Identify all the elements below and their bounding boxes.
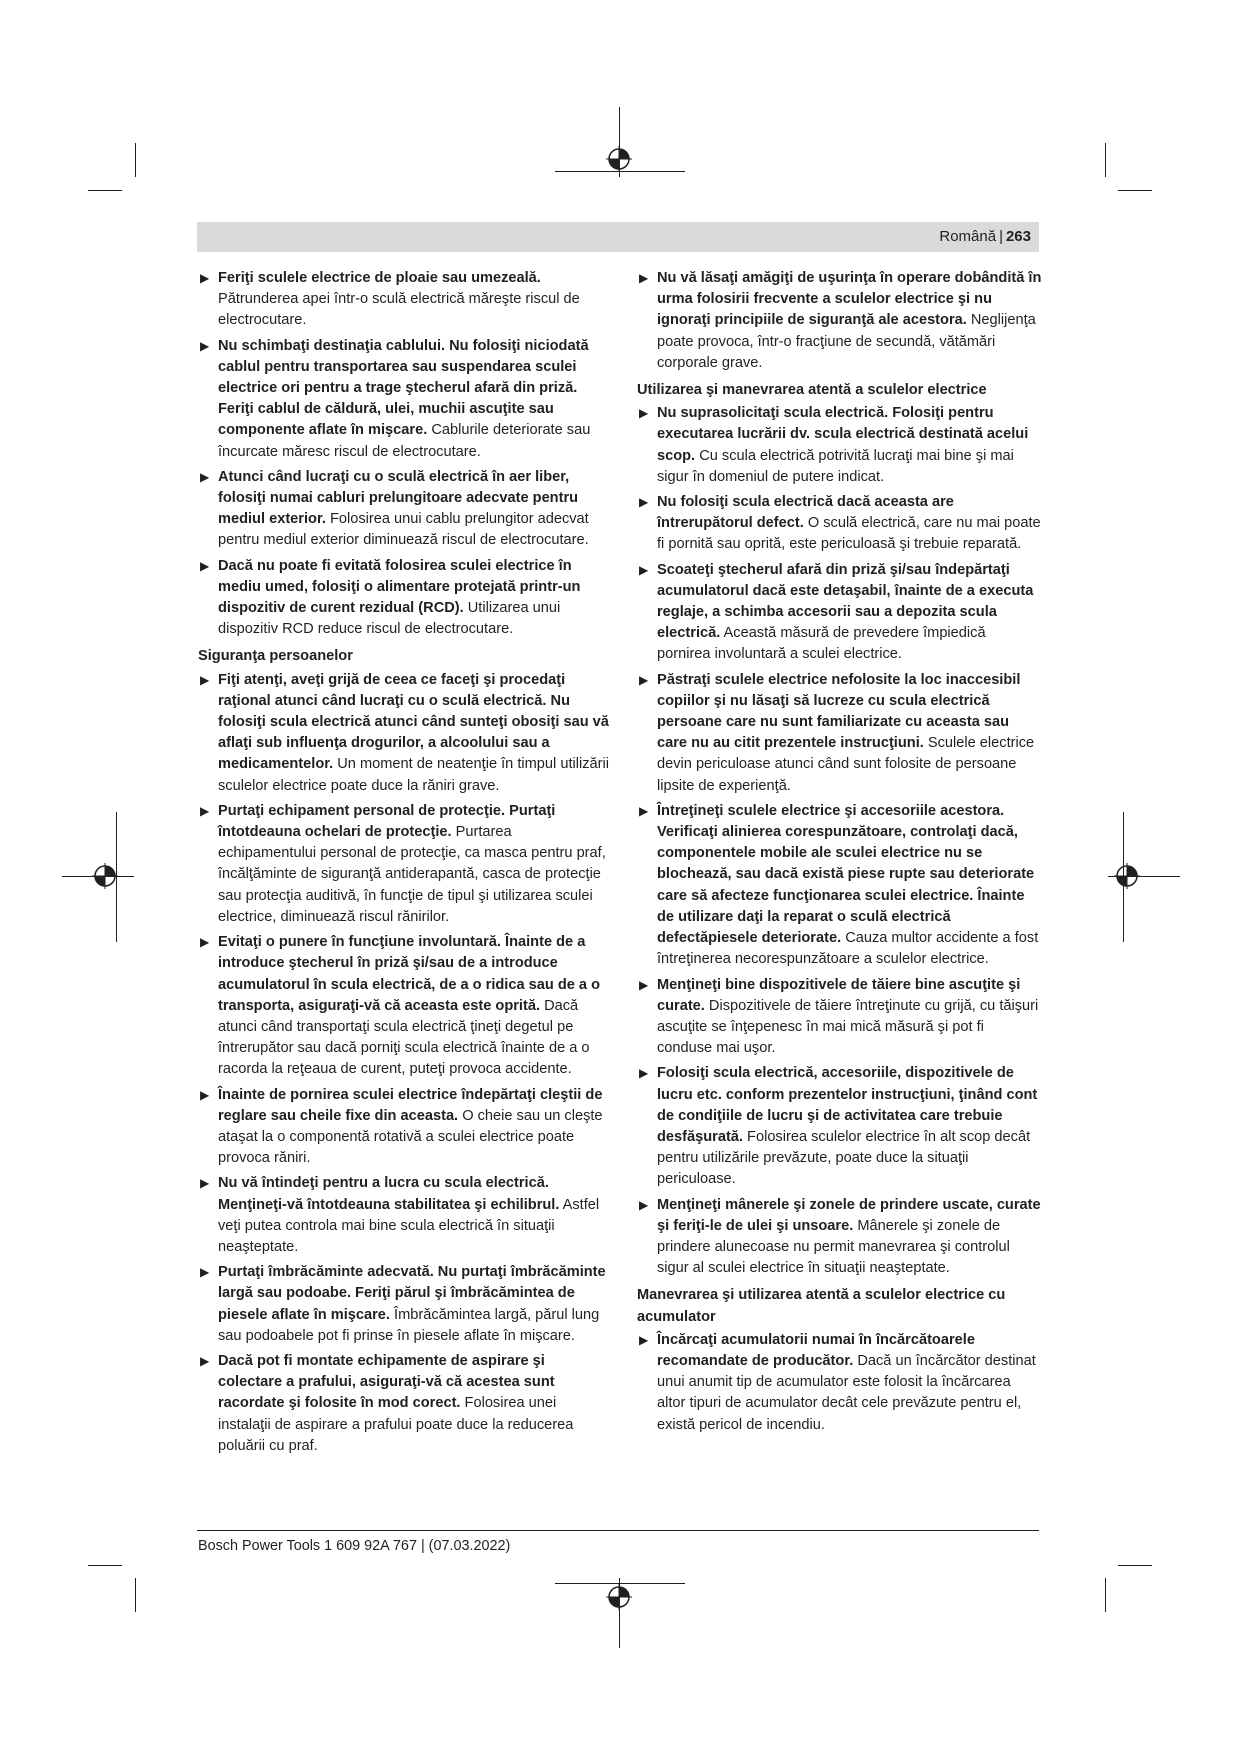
bullet-arrow-icon: ▶ [639, 1197, 649, 1212]
item-normal-text: O sculă electrică, care nu mai poate fi pornită sau oprită, este periculoasă şi trebuie reparată. [657, 515, 1041, 553]
item-normal-text: Un moment de neatenţie în timpul utilizării sculelor electrice poate duce la răniri grave. [218, 756, 609, 794]
item-bold-text: Folosiţi scula electrică, accesoriile, dispozitivele de lucru etc. conform prezentelor instrucţiuni, ţinând cont de condiţiile de lucru şi de activitatea care trebuie desfăşurată. [657, 1065, 1038, 1145]
safety-item [198, 1351, 610, 1457]
item-bold-text: Nu vă întindeţi pentru a lucra cu scula electrică. Menţineţi-vă întotdeauna stabilitatea şi echilibrul. [218, 1175, 560, 1213]
item-normal-text: Folosirea unei instalaţii de aspirare a prafului poate duce la reducerea poluării cu praf. [218, 1395, 574, 1454]
bullet-arrow-icon: ▶ [639, 495, 649, 510]
crop-mark [1118, 1565, 1152, 1566]
item-bold-text: Purtaţi îmbrăcăminte adecvată. Nu purtaţi îmbrăcăminte largă sau podoabe. Feriţi părul şi îmbrăcămintea de piesele aflate în mişcare. [218, 1264, 606, 1323]
crop-mark [88, 1565, 122, 1566]
registration-target-icon [1114, 863, 1140, 889]
item-bold-text: Păstraţi sculele electrice nefolosite la loc inaccesibil copiilor şi nu lăsaţi să lucreze cu scula electrică persoane care nu sunt familiarizate cu aceasta sau care nu au citit prezentele instrucţiuni. [657, 671, 1021, 752]
crop-mark [88, 190, 122, 191]
item-normal-text: Folosirea unui cablu prelungitor adecvat pentru mediul exterior diminuează riscul de electrocutare. [218, 511, 589, 549]
bullet-arrow-icon: ▶ [200, 1353, 210, 1368]
bullet-arrow-icon: ▶ [200, 672, 210, 687]
item-normal-text: Cauza multor accidente a fost întreţinerea necorespunzătoare a sculelor electrice. [657, 930, 1039, 968]
safety-item [637, 403, 1042, 488]
safety-item [637, 1063, 1042, 1190]
registration-target-icon [606, 1584, 632, 1610]
footer-rule [197, 1530, 1039, 1531]
crop-mark [1105, 1578, 1106, 1612]
item-bold-text: Feriţi sculele electrice de ploaie sau umezeală. [218, 270, 541, 286]
safety-item [637, 560, 1042, 666]
bullet-arrow-icon: ▶ [200, 271, 210, 285]
item-normal-text: Utilizarea unui dispozitiv RCD reduce riscul de electrocutare. [218, 600, 561, 638]
item-bold-text: Încărcaţi acumulatorii numai în încărcătoarele recomandate de producător. [657, 1331, 975, 1369]
bullet-arrow-icon: ▶ [639, 1066, 649, 1081]
safety-item [198, 670, 610, 797]
item-normal-text: Folosirea sculelor electrice în alt scop decât pentru utilizările prevăzute, poate duce la situaţii periculoase. [657, 1128, 1031, 1188]
safety-item [637, 1195, 1042, 1280]
safety-item [198, 932, 610, 1080]
bullet-arrow-icon: ▶ [200, 1265, 210, 1280]
safety-item [198, 1262, 610, 1347]
safety-item [198, 268, 610, 332]
item-normal-text: Pătrunderea apei într-o sculă electrică măreşte riscul de electrocutare. [218, 291, 580, 329]
item-bold-text: Înainte de pornirea sculei electrice îndepărtaţi cleştii de reglare sau cheile fixe din aceasta. [218, 1086, 603, 1124]
bullet-arrow-icon: ▶ [639, 562, 649, 577]
safety-item [637, 975, 1042, 1060]
item-normal-text: O cheie sau un cleşte ataşat la o componentă rotativă a sculei electrice poate provoca răniri. [218, 1107, 603, 1167]
safety-item [637, 670, 1042, 797]
footer-text: Bosch Power Tools 1 609 92A 767 | (07.03.2022) [198, 1538, 511, 1554]
item-normal-text: Astfel veţi putea controla mai bine scula electrică în situaţii neaşteptate. [218, 1196, 600, 1255]
safety-item [637, 492, 1042, 556]
item-normal-text: Cablurile deteriorate sau încurcate măresc riscul de electrocutare. [218, 422, 591, 460]
item-bold-text: Menţineţi mânerele şi zonele de prindere uscate, curate şi feriţi-le de ulei şi unsoare. [657, 1196, 1041, 1234]
crop-mark [135, 143, 136, 177]
bullet-arrow-icon: ▶ [200, 1176, 210, 1191]
registration-target-icon [92, 863, 118, 889]
safety-item [198, 556, 610, 641]
bullet-arrow-icon: ▶ [200, 558, 210, 573]
left-column [198, 268, 610, 1461]
bullet-arrow-icon: ▶ [200, 469, 210, 484]
header-language: Română [939, 228, 997, 245]
section-heading: Manevrarea şi utilizarea atentă a sculelor electrice cu acumulator [637, 1287, 1006, 1325]
item-bold-text: Purtaţi echipament personal de protecţie. Purtaţi întotdeauna ochelari de protecţie. [218, 802, 556, 841]
header-text: Română | 263 [939, 228, 1031, 245]
item-bold-text: Dacă pot fi montate echipamente de aspirare şi colectare a prafului, asiguraţi-vă că acestea sunt racordate şi folosite în mod corect. [218, 1352, 555, 1412]
item-bold-text: Atunci când lucraţi cu o sculă electrică în aer liber, folosiţi numai cabluri prelungitoare adecvate pentru mediul exterior. [218, 468, 579, 528]
bullet-arrow-icon: ▶ [639, 406, 649, 421]
bullet-arrow-icon: ▶ [639, 271, 649, 285]
item-bold-text: Scoateţi ştecherul afară din priză şi/sau îndepărtaţi acumulatorul dacă este detaşabil, înainte de a executa reglaje, a schimba accesorii sau a depozita scula electrică. [657, 561, 1034, 642]
bullet-arrow-icon: ▶ [639, 1332, 649, 1347]
crop-mark [135, 1578, 136, 1612]
safety-item [198, 1173, 610, 1258]
safety-item [637, 801, 1042, 971]
crop-mark [1118, 190, 1152, 191]
registration-target-icon [606, 146, 632, 172]
item-normal-text: Dacă atunci când transportaţi scula electrică ţineţi degetul pe întrerupător sau dacă porniţi scula electrică înainte de a o racorda la reţeaua de curent, puteţi provoca accidente. [218, 997, 590, 1078]
section-heading: Siguranţa persoanelor [198, 648, 353, 665]
right-column [637, 268, 1042, 1440]
safety-item [637, 268, 1042, 374]
item-normal-text: Îmbrăcămintea largă, părul lung sau podoabele pot fi prinse în piesele aflate în mişcare. [218, 1306, 600, 1344]
bullet-arrow-icon: ▶ [639, 977, 649, 992]
bullet-arrow-icon: ▶ [639, 803, 649, 818]
safety-item [198, 1085, 610, 1170]
safety-item [637, 1330, 1042, 1436]
section-heading: Utilizarea şi manevrarea atentă a sculelor electrice [637, 382, 987, 399]
bullet-arrow-icon: ▶ [200, 1087, 210, 1102]
item-bold-text: Nu vă lăsaţi amăgiţi de uşurinţa în operare dobândită în urma folosirii frecvente a sculelor electrice şi nu ignoraţi principiile de siguranţă ale acestora. [657, 270, 1042, 329]
safety-item [198, 467, 610, 552]
item-bold-text: Evitaţi o punere în funcţiune involuntară. Înainte de a introduce ştecherul în priză şi/sau de a introduce acumulatorul în scula electrică, de a o ridica sau de a o transporta, asiguraţi-vă că aceasta este oprită. [218, 934, 601, 1014]
item-normal-text: Neglijenţa poate provoca, într-o fracţiune de secundă, vătămări corporale grave. [657, 312, 1036, 371]
item-normal-text: Dispozitivele de tăiere întreţinute cu grijă, cu tăişuri ascuţite se înţepenesc în mai mică măsură şi pot fi conduse mai uşor. [657, 997, 1039, 1057]
item-normal-text: Cu scula electrică potrivită lucraţi mai bine şi mai sigur în domeniul de putere indicat. [657, 447, 1014, 485]
bullet-arrow-icon: ▶ [200, 803, 210, 818]
crop-mark [1105, 143, 1106, 177]
item-normal-text: Mânerele şi zonele de prindere alunecoase nu permit manevrarea şi controlul sigur al sculei electrice în situaţii neaşteptate. [657, 1217, 1010, 1277]
item-bold-text: Nu folosiţi scula electrică dacă aceasta are întrerupătorul defect. [657, 494, 954, 532]
page-number: 263 [1005, 228, 1031, 245]
item-normal-text: Dacă un încărcător destinat unui anumit tip de acumulator este folosit la încărcarea altor tipuri de acumulator decât cele prevăzute pentru el, există pericol de incendiu. [657, 1352, 1036, 1433]
item-bold-text: Menţineţi bine dispozitivele de tăiere bine ascuţite şi curate. [657, 976, 1021, 1014]
item-bold-text: Nu schimbaţi destinaţia cablului. Nu folosiţi niciodată cablul pentru transportarea sau suspendarea sculei electrice ori pentru a trage ştecherul afară din priză. Feriţi cablul de căldură, ulei, muchii ascuţite sau componente aflate în mişcare. [218, 337, 589, 439]
safety-item [198, 801, 610, 928]
page-header [197, 222, 1039, 252]
item-normal-text: Purtarea echipamentului personal de protecţie, ca masca pentru praf, încălţăminte de siguranţă antiderapantă, casca de protecţie sau protecţia auditivă, în funcţie de tipul şi utilizarea sculei electrice, diminuează riscul rănirilor. [218, 824, 606, 925]
bullet-arrow-icon: ▶ [200, 338, 210, 353]
item-bold-text: Întreţineţi sculele electrice şi accesoriile acestora. Verificaţi alinierea corespunzătoare, controlaţi dacă, componentele mobile ale sculei electrice nu se blochează, sau dacă există piese rupte sau deteriorate care să afecteze funcţionarea sculei electrice. Înainte de utilizare daţi la reparat o sculă electrică defectăpiesele deteriorate. [657, 802, 1035, 947]
item-bold-text: Nu suprasolicitaţi scula electrică. Folosiţi pentru executarea lucrării dv. scula electrică destinată acelui scop. [657, 405, 1029, 464]
item-bold-text: Fiţi atenţi, aveţi grijă de ceea ce faceţi şi procedaţi raţional atunci când lucraţi cu o sculă electrică. Nu folosiţi scula electrică atunci când sunteţi obosiţi sau vă aflaţi sub influenţa drogurilor, a alcoolului sau a medicamentelor. [218, 671, 609, 773]
item-normal-text: Această măsură de prevedere împiedică pornirea involuntară a sculei electrice. [657, 625, 986, 663]
bullet-arrow-icon: ▶ [639, 672, 649, 687]
safety-item [198, 336, 610, 463]
item-normal-text: Sculele electrice devin periculoase atunci când sunt folosite de persoane lipsite de experienţă. [657, 735, 1035, 794]
item-bold-text: Dacă nu poate fi evitată folosirea sculei electrice în mediu umed, folosiţi o alimentare protejată printr-un dispozitiv de curent rezidual (RCD). [218, 557, 581, 617]
bullet-arrow-icon: ▶ [200, 935, 210, 950]
